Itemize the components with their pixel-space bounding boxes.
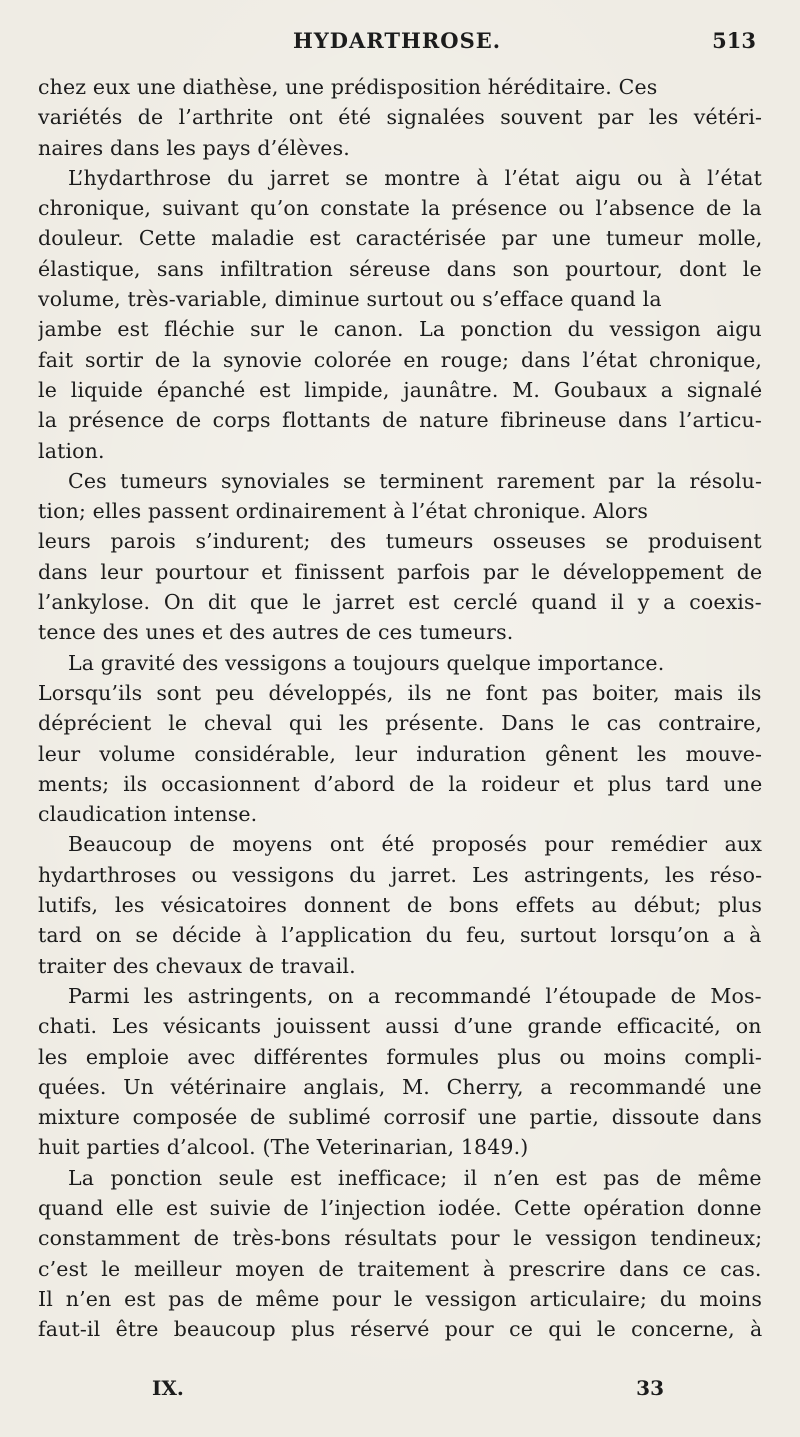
text-line: fait sortir de la synovie colorée en rouge; dans l’état chronique,	[38, 347, 762, 372]
running-head	[38, 28, 756, 60]
text-line: huit parties d’alcool. (The Veterinarian, 1849.)	[38, 1135, 529, 1160]
text-line: chronique, suivant qu’on constate la présence ou l’absence de la	[38, 196, 762, 221]
text-line: jambe est fléchie sur le canon. La ponction du vessigon aigu	[38, 317, 762, 342]
body-text	[38, 72, 762, 1344]
text-line: tard on se décide à l’application du feu, surtout lorsqu’on a à	[38, 923, 762, 948]
text-line: tion; elles passent ordinairement à l’état chronique. Alors	[38, 499, 649, 524]
text-line: lutifs, les vésicatoires donnent de bons effets au début; plus	[38, 893, 762, 918]
text-line: Ces tumeurs synoviales se terminent rarement par la résolu-	[68, 468, 762, 493]
text-line: leur volume considérable, leur induration gênent les mouve-	[38, 741, 762, 766]
text-line: déprécient le cheval qui les présente. Dans le cas contraire,	[38, 711, 762, 736]
text-line: claudication intense.	[38, 802, 258, 827]
text-line: l’ankylose. On dit que le jarret est cerclé quand il y a coexis-	[38, 590, 762, 615]
text-line: Beaucoup de moyens ont été proposés pour remédier aux	[68, 832, 762, 857]
text-line: quées. Un vétérinaire anglais, M. Cherry, a recommandé une	[38, 1074, 762, 1099]
text-line: quand elle est suivie de l’injection iodée. Cette opération donne	[38, 1195, 762, 1220]
text-line: faut-il être beaucoup plus réservé pour ce qui le concerne, à	[38, 1317, 762, 1342]
text-line: naires dans les pays d’élèves.	[38, 135, 350, 160]
text-line: tence des unes et des autres de ces tumeurs.	[38, 620, 514, 645]
text-line: douleur. Cette maladie est caractérisée par une tumeur molle,	[38, 226, 762, 251]
signature-mark: IX.	[152, 1376, 184, 1400]
text-line: la présence de corps flottants de nature fibrineuse dans l’articu-	[38, 408, 762, 433]
text-line: c’est le meilleur moyen de traitement à prescrire dans ce cas.	[38, 1256, 762, 1281]
text-line: leurs parois s’indurent; des tumeurs osseuses se produisent	[38, 529, 762, 554]
text-line: Lorsqu’ils sont peu développés, ils ne font pas boiter, mais ils	[38, 680, 762, 705]
text-line: élastique, sans infiltration séreuse dans son pourtour, dont le	[38, 256, 762, 281]
text-line: dans leur pourtour et finissent parfois par le développement de	[38, 559, 762, 584]
running-title: HYDARTHROSE.	[292, 28, 502, 53]
text-line: L’hydarthrose du jarret se montre à l’état aigu ou à l’état	[68, 165, 762, 190]
page-footer	[152, 1376, 664, 1406]
text-line: lation.	[38, 438, 105, 463]
text-line: ments; ils occasionnent d’abord de la roideur et plus tard une	[38, 771, 762, 796]
text-line: chez eux une diathèse, une prédisposition héréditaire. Ces	[38, 75, 658, 99]
sheet-number: 33	[636, 1376, 664, 1400]
text-line: La gravité des vessigons a toujours quelque importance.	[68, 650, 665, 675]
page-number: 513	[712, 28, 756, 53]
text-line: chati. Les vésicants jouissent aussi d’une grande efficacité, on	[38, 1014, 762, 1039]
text-line: mixture composée de sublimé corrosif une partie, dissoute dans	[38, 1105, 762, 1130]
text-line: traiter des chevaux de travail.	[38, 953, 356, 978]
text-line: volume, très-variable, diminue surtout ou s’efface quand la	[38, 287, 662, 312]
text-line: le liquide épanché est limpide, jaunâtre. M. Goubaux a signalé	[38, 377, 762, 402]
text-line: hydarthroses ou vessigons du jarret. Les astringents, les réso-	[38, 862, 762, 887]
text-line: Parmi les astringents, on a recommandé l’étoupade de Mos-	[68, 983, 762, 1008]
text-line: variétés de l’arthrite ont été signalées souvent par les vétéri-	[38, 105, 762, 130]
text-line: La ponction seule est inefficace; il n’en est pas de même	[68, 1165, 762, 1190]
text-line: constamment de très-bons résultats pour le vessigon tendineux;	[38, 1226, 762, 1251]
text-line: les emploie avec différentes formules plus ou moins compli-	[38, 1044, 762, 1069]
text-line: Il n’en est pas de même pour le vessigon articulaire; du moins	[38, 1286, 762, 1311]
